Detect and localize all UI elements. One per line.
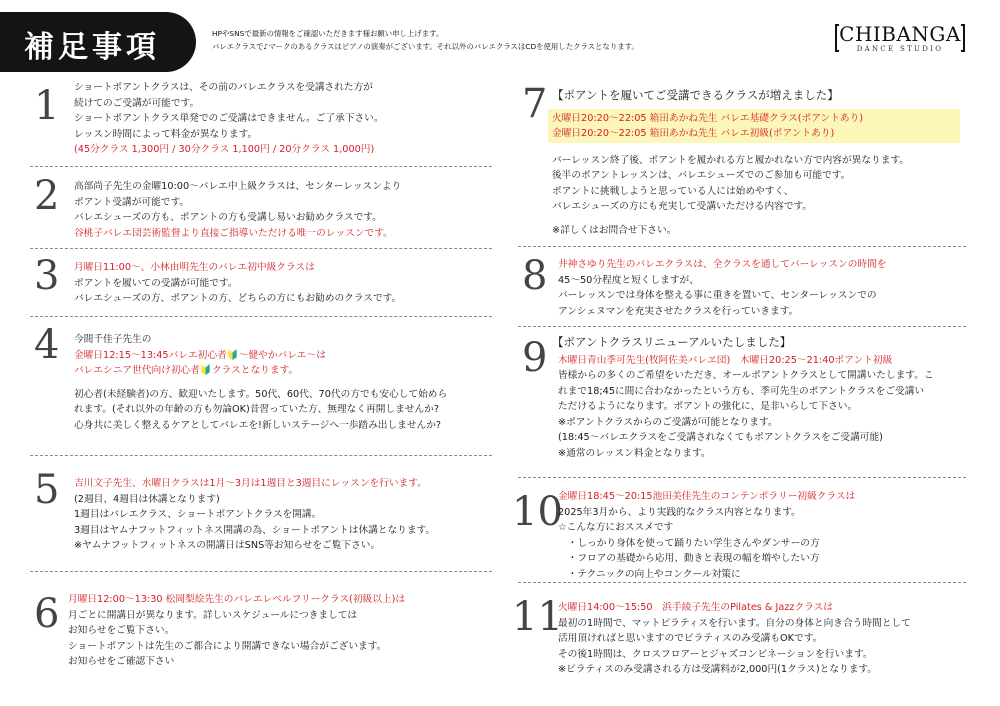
section-3-body [74, 260, 401, 307]
section-7-highlight-box [548, 109, 960, 143]
header-notes [212, 27, 812, 53]
section-11-body [558, 600, 911, 678]
section-1-line: ショートポアントクラスは、その前のバレエクラスを受講された方が [74, 82, 373, 93]
section-5-line: 1週目はバレエクラス、ショートポアントクラスを開講。 [74, 509, 322, 520]
section-5-line: (2週目、4週目は休講となります) [74, 493, 220, 505]
section-9-line: ※通常のレッスン料金となります。 [558, 447, 711, 459]
section-11-line: 活用頂ければと思いますのでピラティスのみ受講もOKです。 [558, 633, 823, 644]
section-2-line: 谷桃子バレエ団芸術監督より直接ご指導いただける唯一のレッスンです。 [74, 227, 393, 239]
section-4-line: れます。(それ以外の年齢の方も勿論OK)昔習っていた方、無理なく再開しませんか? [74, 404, 439, 415]
section-4-line: バレエシニア世代向け初心者🔰クラスとなります。 [74, 365, 299, 376]
section-6-line: 月曜日12:00～13:30 松岡梨絵先生のバレエレベルフリークラス(初級以上)は [68, 594, 406, 605]
section-4-line: 金曜日12:15～13:45バレエ初心者🔰～健やかバレエ～は [74, 349, 326, 361]
section-1-line: (45分クラス 1,300円 / 30分クラス 1,100円 / 20分クラス 1,000円) [74, 144, 375, 155]
section-10-line: ・フロアの基礎から応用、動きと表現の幅を増やしたい方 [558, 553, 820, 564]
section-5-line: 吉川文子先生、水曜日クラスは1月～3月は1週目と3週目にレッスンを行います。 [74, 478, 427, 489]
section-11-line: 火曜日14:00～15:50 浜手綾子先生のPilates & Jazzクラスは [558, 602, 833, 613]
section-9-line: ただけるようになります。ポアントの強化に、是非いらして下さい。 [558, 401, 858, 412]
logo-bracket-right [961, 24, 965, 52]
section-10-body [558, 489, 855, 582]
section-8-line: アンシェヌマンを充実させたクラスを行っていきます。 [558, 305, 799, 317]
header-note-2: バレエクラスで♪マークのあるクラスはピアノの演奏がございます。それ以外のバレエクラスはCDを使用したクラスとなります。 [212, 42, 639, 51]
section-10-line: 2025年3月から、より実践的なクラス内容となります。 [558, 506, 801, 518]
section-11-line: その後1時間は、クロスフロアーとジャズコンビネーションを行います。 [558, 648, 873, 660]
section-number-2: 2 [34, 173, 60, 219]
section-7-line: ※詳しくはお問合せ下さい。 [552, 224, 677, 236]
section-5-body [74, 476, 435, 554]
section-1-body [74, 80, 384, 158]
section-6-line: 月ごとに開講日が異なります。詳しいスケジュールにつきましては [68, 609, 358, 621]
studio-logo [838, 22, 962, 56]
section-number-10: 10 [512, 489, 563, 535]
section-7-line: バーレッスン終了後、ポアントを履かれる方と履かれない方で内容が異なります。 [552, 154, 909, 166]
section-9-line: れまで18;45に間に合わなかったという方も、季可先生のポアントクラスをご受講い [558, 385, 925, 397]
section-4-line: 今間千佳子先生の [74, 334, 152, 345]
section-3-line: ポアントを履いての受講が可能です。 [74, 277, 238, 289]
logo-sub-text: DANCE STUDIO [856, 45, 944, 53]
section-6-body [68, 592, 405, 670]
section-3-line: 月曜日11:00～、小林由明先生のバレエ初中級クラスは [74, 262, 315, 273]
section-4-line: 初心者(未経験者)の方、歓迎いたします。50代、60代、70代の方でも安心して始めら [74, 388, 448, 400]
section-9-line: (18:45～バレエクラスをご受講されなくてもポアントクラスをご受講可能) [558, 432, 883, 443]
section-7-highlight-line: 火曜日20:20～22:05 箱田あかね先生 バレエ基礎クラス(ポアントあり) [552, 112, 864, 124]
section-9-line: 皆様からの多くのご希望をいただき、オールポアントクラスとして開講いたします。こ [558, 370, 934, 381]
section-1-line: 続けてのご受講が可能です。 [74, 97, 200, 109]
page-title: 補足事項 [24, 30, 160, 65]
section-5-line: 3週目はヤムナフットフィットネス開講の為、ショートポアントは休講となります。 [74, 524, 436, 536]
divider [30, 166, 492, 167]
section-number-5: 5 [34, 467, 60, 513]
section-10-line: ・しっかり身体を使って踊りたい学生さんやダンサーの方 [558, 537, 820, 549]
logo-main-text: CHIBANGA [839, 22, 961, 46]
divider [518, 582, 966, 583]
section-11-line: ※ピラティスのみ受講される方は受講料が2,000円(1クラス)となります。 [558, 664, 877, 675]
section-6-line: お知らせをご覧下さい。 [68, 625, 175, 636]
section-7-line: バレエシューズの方にも充実して受講いただける内容です。 [552, 201, 813, 212]
section-1-line: ショートポアントクラス単発でのご受講はできません。ご了承下さい。 [74, 113, 384, 124]
section-1-line: レッスン時間によって料金が異なります。 [74, 128, 258, 140]
section-10-line: ・テクニックの向上やコンクール対策に [558, 568, 741, 580]
section-9-body [552, 335, 934, 461]
section-2-line: バレエシューズの方も、ポアントの方も受講し易いお勧めクラスです。 [74, 212, 382, 223]
section-8-line: 45～50分程度と短くしますが、 [558, 274, 699, 286]
section-4-spacer [74, 379, 447, 387]
section-8-line: バーレッスンでは身体を整える事に重きを置いて、センターレッスンでの [558, 290, 877, 301]
section-10-line: ☆こんな方におススメです [558, 522, 674, 533]
divider [30, 571, 492, 572]
section-2-line: ポアント受講が可能です。 [74, 196, 190, 208]
divider [518, 246, 966, 247]
section-7-spacer [552, 215, 960, 223]
section-6-line: ショートポアントは先生のご都合により開講できない場合がございます。 [68, 640, 387, 652]
section-7-line: ポアントに挑戦しようと思っている人には始めやすく、 [552, 185, 794, 197]
divider [30, 455, 492, 456]
section-number-4: 4 [34, 322, 60, 368]
section-number-11: 11 [512, 594, 563, 640]
section-3-line: バレエシューズの方、ポアントの方、どちらの方にもお勧めのクラスです。 [74, 293, 402, 304]
section-8-line: 井神さゆり先生のバレエクラスは、全クラスを通してバーレッスンの時間を [558, 259, 887, 270]
section-number-9: 9 [522, 335, 548, 381]
section-4-line: 心身共に美しく整えるケアとしてバレエを!新しいステージへ一歩踏み出しませんか? [74, 419, 442, 431]
section-2-body [74, 179, 401, 241]
section-8-body [558, 257, 887, 319]
header-note-1: HPやSNSで最新の情報をご確認いただきます様お願い申し上げます。 [212, 29, 444, 38]
section-7-line: 後半のポアントレッスンは、バレエシューズでのご参加も可能です。 [552, 170, 851, 181]
section-9-line: ※ポアントクラスからのご受講が可能となります。 [558, 416, 778, 428]
divider [518, 477, 966, 478]
section-7-heading: 【ポアントを履いてご受講できるクラスが増えました】 [552, 88, 839, 102]
section-7-highlight-line: 金曜日20:20～22:05 箱田あかね先生 バレエ初級(ポアントあり) [552, 127, 835, 139]
section-4-body [74, 332, 447, 433]
section-number-6: 6 [34, 591, 60, 637]
divider [30, 248, 492, 249]
section-6-line: お知らせをご確認下さい [68, 656, 175, 667]
section-number-3: 3 [34, 253, 60, 299]
title-banner [0, 12, 196, 72]
section-number-7: 7 [522, 81, 548, 127]
section-2-line: 高部尚子先生の金曜10:00～バレエ中上級クラスは、センターレッスンより [74, 181, 402, 192]
section-9-line: 木曜日青山季可先生(牧阿佐美バレヱ団) 木曜日20:25～21:40ポアント初級 [558, 354, 893, 366]
section-number-8: 8 [522, 253, 548, 299]
divider [30, 316, 492, 317]
section-5-line: ※ヤムナフットフィットネスの開講日はSNS等お知らせをご覧下さい。 [74, 540, 381, 551]
section-7-body [552, 88, 960, 238]
section-number-1: 1 [34, 83, 60, 129]
section-10-line: 金曜日18:45～20:15池田美佳先生のコンテンポラリー初級クラスは [558, 491, 856, 502]
section-9-heading: 【ポアントクラスリニューアルいたしました】 [552, 335, 792, 349]
section-11-line: 最初の1時間で、マットピラティスを行います。自分の身体と向き合う時間として [558, 617, 911, 629]
divider [518, 326, 966, 327]
